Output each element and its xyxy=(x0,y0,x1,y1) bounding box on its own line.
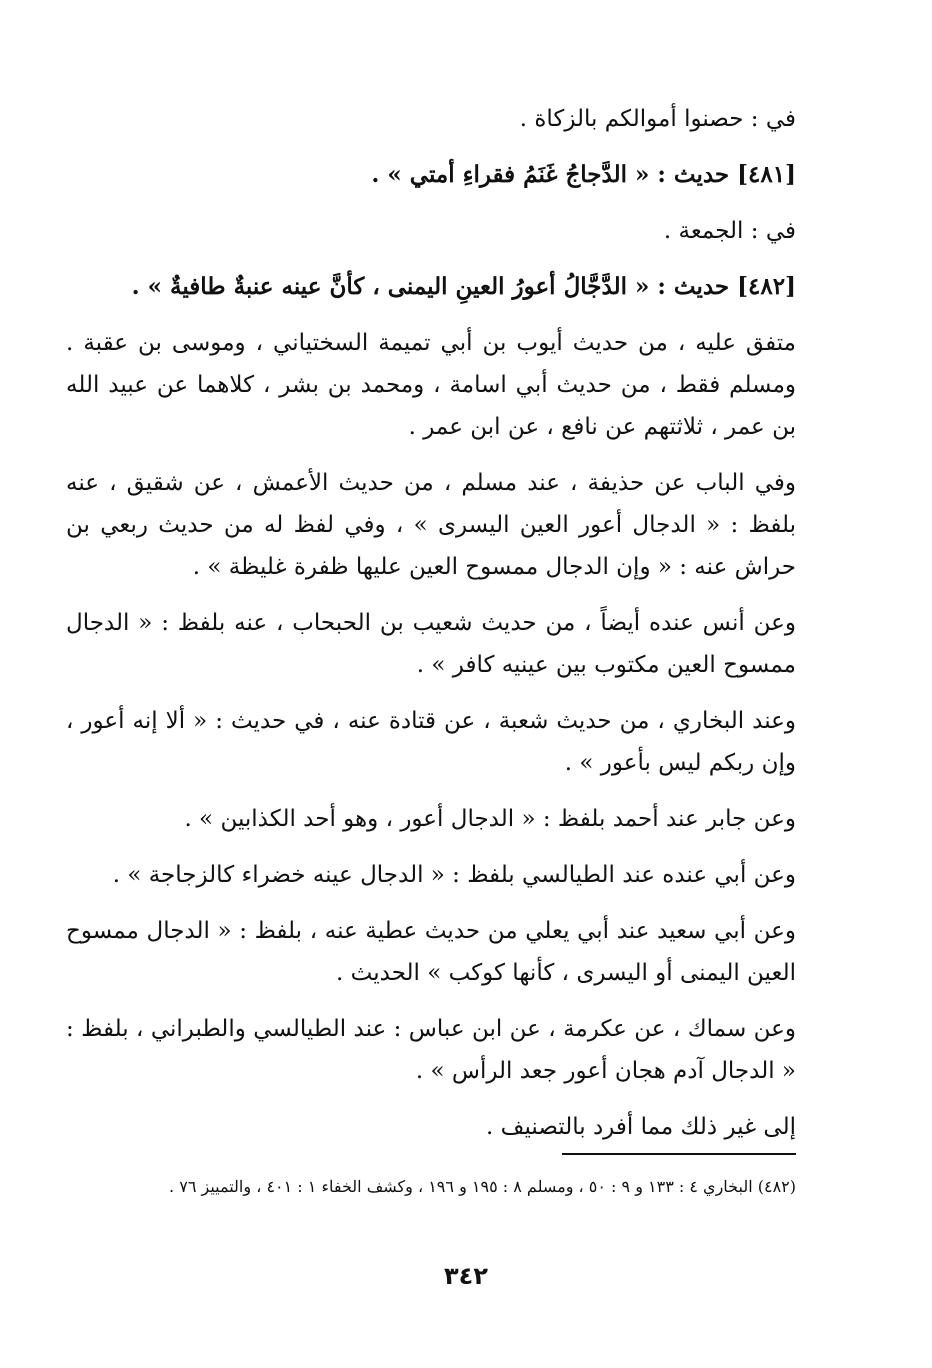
paragraph-11: وعن أبي سعيد عند أبي يعلي من حديث عطية عنه ، بلفظ : « الدجال ممسوح العين اليمنى أو اليسرى ، كأنها كوكب » الحديث . xyxy=(66,918,796,986)
paragraph-1: في : حصنوا أموالكم بالزكاة . xyxy=(519,106,796,132)
paragraph-13: إلى غير ذلك مما أفرد بالتصنيف . xyxy=(486,1114,796,1140)
paragraph-5: متفق عليه ، من حديث أيوب بن أبي تميمة السختياني ، وموسى بن عقبة . ومسلم فقط ، من حديث أبي اسامة ، ومحمد بن بشر ، كلاهما عن عبيد الله بن عمر ، ثلاثتهم عن نافع ، عن ابن عمر . xyxy=(66,330,796,440)
paragraph-6: وفي الباب عن حذيفة ، عند مسلم ، من حديث الأعمش ، عن شقيق ، عنه بلفظ : « الدجال أعور العين اليسرى » ، وفي لفظ له من حديث ربعي بن حراش عنه : « وإن الدجال ممسوح العين عليها ظفرة غليظة » . xyxy=(66,470,796,580)
paragraph-12: وعن سماك ، عن عكرمة ، عن ابن عباس : عند الطيالسي والطبراني ، بلفظ : « الدجال آدم هجان أعور جعد الرأس » . xyxy=(66,1016,796,1084)
hadith-482: [٤٨٢] حديث : « الدَّجَّالُ أعورُ العينِ اليمنى ، كأنَّ عينه عنبةٌ طافيةٌ » . xyxy=(131,273,796,300)
hadith-481: [٤٨١] حديث : « الدَّجاجُ غَنَمُ فقراءِ أمتي » . xyxy=(371,161,796,188)
paragraph-10: وعن أبي عنده عند الطيالسي بلفظ : « الدجال عينه خضراء كالزجاجة » . xyxy=(112,862,796,888)
page-number: ٣٤٢ xyxy=(444,1262,488,1290)
main-text xyxy=(66,98,796,1162)
paragraph-3: في : الجمعة . xyxy=(663,218,796,244)
footnote: (٤٨٢) البخاري ٤ : ١٣٣ و ٩ : ٥٠ ، ومسلم ٨ : ١٩٥ و ١٩٦ ، وكشف الخفاء ١ : ٤٠١ ، والتمييز ٧٦ . xyxy=(169,1177,796,1196)
footnote-separator xyxy=(562,1153,796,1155)
paragraph-9: وعن جابر عند أحمد بلفظ : « الدجال أعور ، وهو أحد الكذابين » . xyxy=(184,806,796,832)
paragraph-8: وعند البخاري ، من حديث شعبة ، عن قتادة عنه ، في حديث : « ألا إنه أعور ، وإن ربكم ليس بأعور » . xyxy=(66,708,796,776)
paragraph-7: وعن أنس عنده أيضاً ، من حديث شعيب بن الحبحاب ، عنه بلفظ : « الدجال ممسوح العين مكتوب بين عينيه كافر » . xyxy=(66,610,796,678)
